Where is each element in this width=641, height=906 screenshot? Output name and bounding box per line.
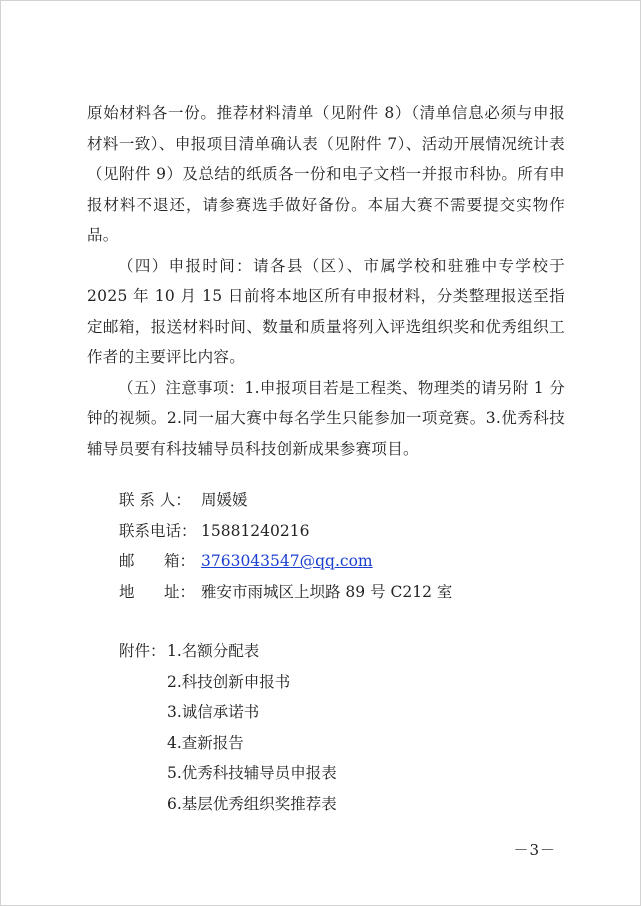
attachment-item: 5.优秀科技辅导员申报表 (167, 764, 337, 782)
section-heading-notes: （五）注意事项： (118, 378, 245, 397)
paragraph-notes (87, 373, 565, 465)
page-number: －3－ (513, 841, 556, 859)
contact-address: 雅安市雨城区上坝路 89 号 C212 室 (201, 582, 453, 601)
contact-block (119, 485, 559, 607)
contact-person-row (119, 485, 559, 516)
contact-email-link[interactable]: 3763043547@qq.com (201, 552, 373, 570)
deadline-text: 请各县（区）、市属学校和驻雅中专学校于 2025 年 10 月 15 日前将本地区所有申报材料，分类整理报送至指定邮箱，报送材料时间、数量和质量将列入评选组织奖和优秀组织工作者的主要评比内容。 (87, 256, 565, 366)
contact-phone-label: 联系电话： (119, 521, 197, 540)
notes-text: 1.申报项目若是工程类、物理类的请另附 1 分钟的视频。2.同一届大赛中每名学生只能参加一项竞赛。3.优秀科技辅导员要有科技辅导员科技创新成果参赛项目。 (87, 378, 566, 458)
contact-address-label: 地 址： (119, 582, 196, 601)
section-heading-deadline: （四）申报时间： (118, 256, 254, 275)
contact-address-row (119, 577, 559, 608)
contact-phone: 15881240216 (201, 521, 310, 540)
contact-person: 周媛媛 (201, 491, 248, 509)
contact-email-label: 邮 箱： (119, 552, 196, 570)
paragraph-deadline (87, 251, 565, 373)
attachment-item: 3.诚信承诺书 (167, 703, 260, 721)
attachment-item: 6.基层优秀组织奖推荐表 (167, 794, 337, 813)
attachments-title: 附件： (119, 642, 166, 660)
attachment-item (119, 636, 337, 667)
contact-phone-row (119, 516, 559, 547)
contact-email-row (119, 546, 559, 577)
attachment-item: 2.科技创新申报书 (167, 672, 291, 691)
contact-person-label: 联 系 人： (119, 491, 191, 509)
paragraph-materials: 原始材料各一份。推荐材料清单（见附件 8）（清单信息必须与申报材料一致）、申报项目清单确认表（见附件 7）、活动开展情况统计表（见附件 9）及总结的纸质各一份和电子文档一并报市科协。所有申报材料不退还，请参赛选手做好备份。本届大赛不需要提交实物作品。 (87, 104, 565, 244)
attachments-list (119, 636, 337, 819)
document-body (87, 98, 565, 464)
attachment-label: 1.名额分配表 (167, 642, 260, 660)
attachment-item: 4.查新报告 (167, 733, 244, 752)
